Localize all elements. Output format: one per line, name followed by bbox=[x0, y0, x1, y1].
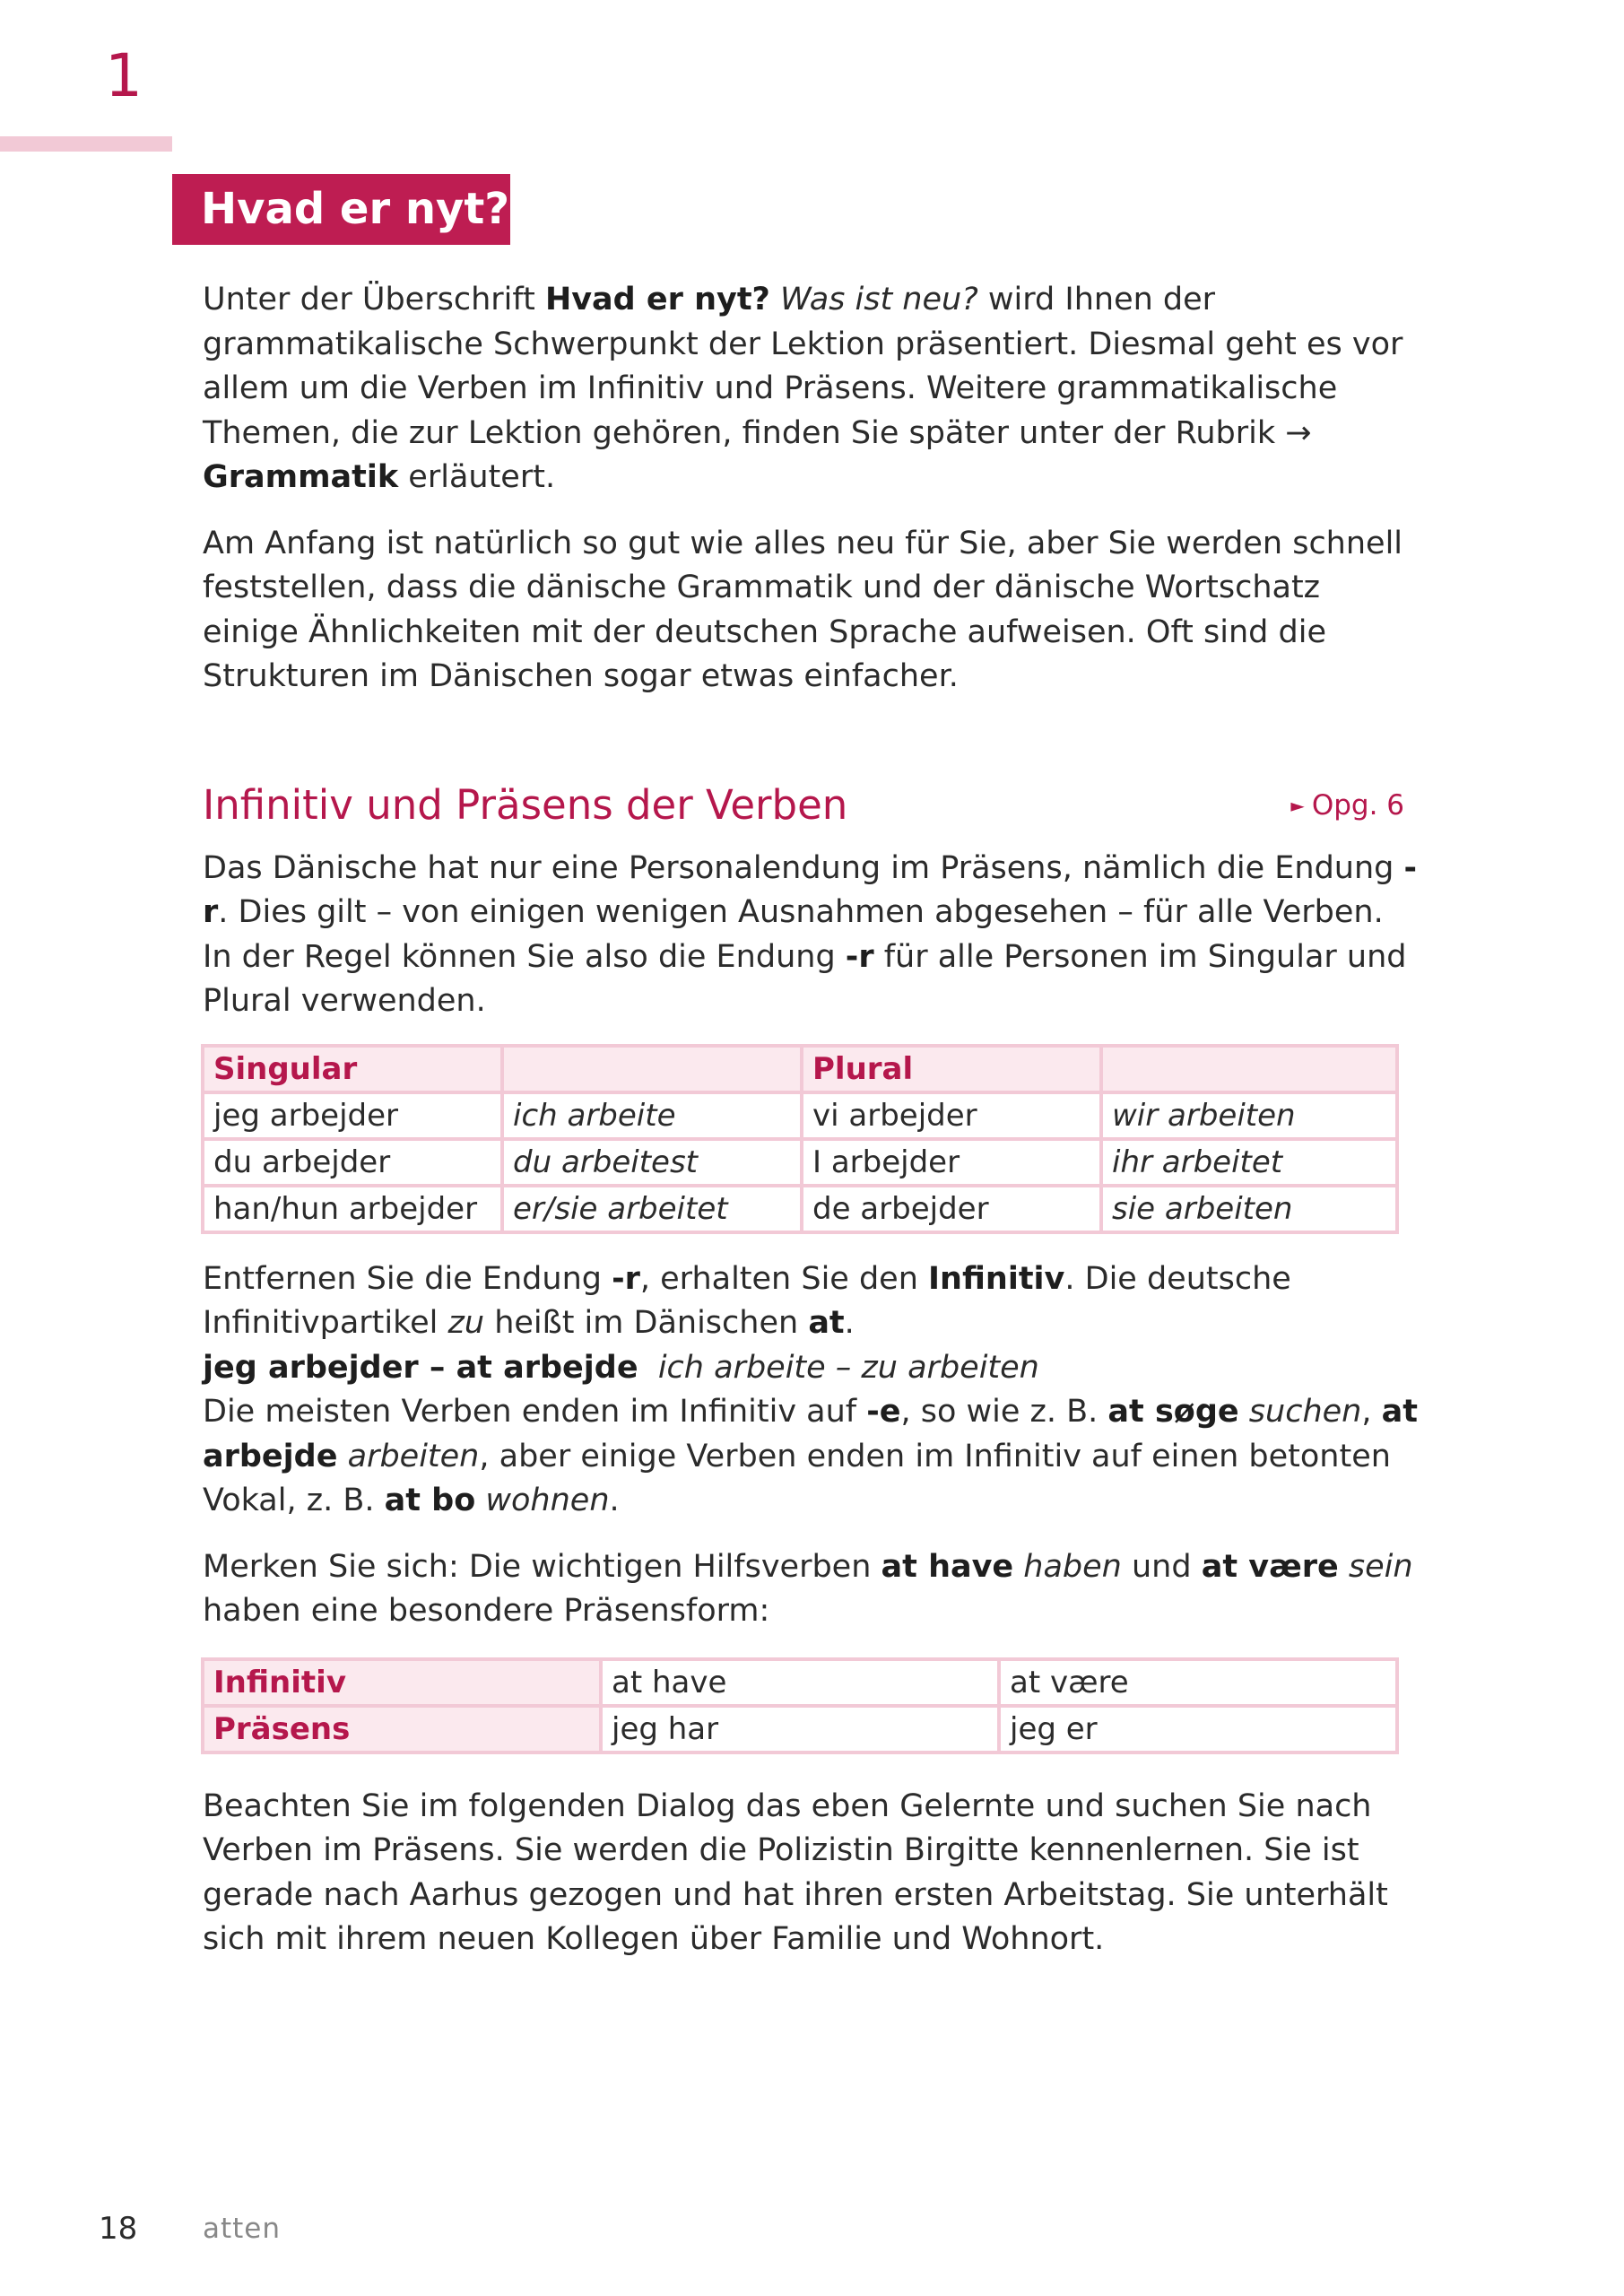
text bbox=[770, 282, 780, 317]
chapter-bar bbox=[0, 136, 172, 152]
text: heißt im Dänischen bbox=[484, 1305, 809, 1341]
intro-paragraph-1 bbox=[203, 278, 1422, 500]
translation: zu bbox=[447, 1305, 485, 1341]
text: , so wie z. B. bbox=[900, 1394, 1108, 1430]
section-paragraph-1 bbox=[203, 847, 1422, 1024]
table-cell: at være bbox=[1001, 1661, 1395, 1704]
table-cell: de arbejder bbox=[803, 1187, 1099, 1231]
table-header-cell: Plural bbox=[803, 1048, 1099, 1091]
text: . Die deutsche Infinitivpartikel bbox=[203, 1260, 1291, 1341]
table-row bbox=[204, 1661, 1395, 1704]
table-row bbox=[204, 1141, 1395, 1184]
text bbox=[1239, 1394, 1249, 1430]
translation: haben bbox=[1023, 1548, 1122, 1585]
text: erläutert. bbox=[398, 459, 556, 495]
table-row bbox=[204, 1187, 1395, 1231]
translation: sein bbox=[1348, 1548, 1413, 1585]
translation: ich arbeite – zu arbeiten bbox=[657, 1349, 1039, 1386]
infinitive-endings-paragraph bbox=[203, 1390, 1422, 1524]
text: wird Ihnen der grammatikalische Schwerpunkt der Lektion präsentiert. Diesmal geht es vor allem um die Verben im Infinitiv und Präsens. Weitere grammatikalische Themen, die zur Lektion gehören, finden Sie später unter der Rubrik bbox=[203, 282, 1403, 451]
table-cell: I arbejder bbox=[803, 1141, 1099, 1184]
chapter-number: 1 bbox=[105, 41, 143, 110]
translation: arbeiten bbox=[347, 1438, 480, 1474]
table-cell: du arbejder bbox=[204, 1141, 500, 1184]
infinitive-paragraph bbox=[203, 1257, 1422, 1346]
table-row-header: Infinitiv bbox=[204, 1661, 599, 1704]
auxiliary-paragraph bbox=[203, 1545, 1422, 1634]
table-cell: jeg har bbox=[603, 1708, 997, 1751]
intro-paragraph-2: Am Anfang ist natürlich so gut wie alles neu für Sie, aber Sie werden schnell feststellen, dass die dänische Grammatik und der dänische Wortschatz einige Ähnlichkeiten mit der deutschen Sprache aufweisen. Oft sind die Strukturen im Dänischen sogar etwas einfacher. bbox=[203, 525, 1403, 694]
text: . Dies gilt – von einigen wenigen Ausnahmen abgesehen – für alle Verben. In der Regel können Sie also die Endung bbox=[203, 894, 1384, 975]
table-cell-translation: du arbeitest bbox=[504, 1141, 800, 1184]
text: Entfernen Sie die Endung bbox=[203, 1260, 612, 1297]
table-row-header: Präsens bbox=[204, 1708, 599, 1751]
page-content bbox=[203, 278, 1422, 1962]
table-cell: han/hun arbejder bbox=[204, 1187, 500, 1231]
text bbox=[475, 1483, 485, 1518]
text: für alle Personen im Singular und Plural verwenden. bbox=[203, 938, 1407, 1019]
text bbox=[1013, 1549, 1023, 1585]
text: . bbox=[609, 1483, 620, 1518]
closing-paragraph: Beachten Sie im folgenden Dialog das eben Gelernte und suchen Sie nach Verben im Präsens. Sie werden die Polizistin Birgitte kennenlernen. Sie ist gerade nach Aarhus gezogen und hat ihren ersten Arbeitstag. Sie unterhält sich mit ihrem neuen Kollegen über Familie und Wohnort. bbox=[203, 1787, 1388, 1957]
table-cell: at have bbox=[603, 1661, 997, 1704]
table-cell-translation: er/sie arbeitet bbox=[504, 1187, 800, 1231]
text: Die meisten Verben enden im Infinitiv auf bbox=[203, 1394, 867, 1430]
arrow-icon: → bbox=[1285, 414, 1312, 451]
text: haben eine besondere Präsensform: bbox=[203, 1593, 770, 1629]
table-header-cell bbox=[1103, 1048, 1395, 1091]
page-number: 18 bbox=[99, 2211, 138, 2247]
conjugation-table bbox=[201, 1044, 1399, 1234]
bold-term: -r bbox=[612, 1260, 640, 1297]
translation: Was ist neu? bbox=[780, 282, 978, 317]
bold-term: at have bbox=[881, 1548, 1014, 1585]
bold-term: Infinitiv bbox=[928, 1260, 1065, 1297]
table-header-row bbox=[204, 1048, 1395, 1091]
table-header-cell: Singular bbox=[204, 1048, 500, 1091]
running-head: atten bbox=[203, 2213, 282, 2245]
text: . bbox=[844, 1305, 855, 1341]
section-title: Infinitiv und Präsens der Verben bbox=[203, 780, 848, 829]
bold-term: at være bbox=[1201, 1548, 1339, 1585]
table-cell-translation: ich arbeite bbox=[504, 1094, 800, 1137]
table-cell: jeg arbejder bbox=[204, 1094, 500, 1137]
translation: wohnen bbox=[485, 1483, 610, 1518]
text: und bbox=[1121, 1548, 1202, 1585]
table-cell: vi arbejder bbox=[803, 1094, 1099, 1137]
text: Merken Sie sich: Die wichtigen Hilfsverben bbox=[203, 1548, 881, 1585]
bold-term: at bbox=[808, 1305, 845, 1341]
bold-term: at bo bbox=[384, 1483, 476, 1518]
table-cell: jeg er bbox=[1001, 1708, 1395, 1751]
table-cell-translation: sie arbeiten bbox=[1103, 1187, 1395, 1231]
text: , erhalten Sie den bbox=[639, 1260, 929, 1297]
table-header-cell bbox=[504, 1048, 800, 1091]
bold-term: at søge bbox=[1107, 1394, 1239, 1430]
text: Das Dänische hat nur eine Personalendung im Präsens, nämlich die Endung bbox=[203, 849, 1404, 886]
table-cell-translation: ihr arbeitet bbox=[1103, 1141, 1395, 1184]
exercise-reference bbox=[1290, 784, 1404, 827]
text bbox=[337, 1439, 347, 1474]
text: , bbox=[1361, 1394, 1382, 1430]
bold-term: jeg arbejder – at arbejde bbox=[203, 1349, 638, 1386]
bold-term: -r bbox=[203, 849, 1418, 930]
table-row bbox=[204, 1708, 1395, 1751]
section-banner-title: Hvad er nyt? bbox=[172, 174, 510, 245]
text bbox=[1339, 1549, 1349, 1585]
infinitive-example bbox=[203, 1346, 1422, 1391]
section-header bbox=[203, 777, 1422, 834]
bold-term: -r bbox=[845, 938, 874, 975]
triangle-icon: ► bbox=[1290, 794, 1305, 816]
bold-term: -e bbox=[866, 1394, 901, 1430]
bold-term: Hvad er nyt? bbox=[544, 282, 770, 317]
table-cell-translation: wir arbeiten bbox=[1103, 1094, 1395, 1137]
bold-term: Grammatik bbox=[203, 459, 399, 495]
auxiliary-verbs-table bbox=[201, 1657, 1399, 1754]
exercise-reference-label: Opg. 6 bbox=[1311, 788, 1404, 822]
bold-term: at arbejde bbox=[203, 1394, 1418, 1474]
translation: suchen bbox=[1248, 1394, 1362, 1430]
text: , aber einige Verben enden im Infinitiv auf einen betonten Vokal, z. B. bbox=[203, 1438, 1391, 1518]
table-row bbox=[204, 1094, 1395, 1137]
text: Unter der Überschrift bbox=[203, 282, 545, 317]
